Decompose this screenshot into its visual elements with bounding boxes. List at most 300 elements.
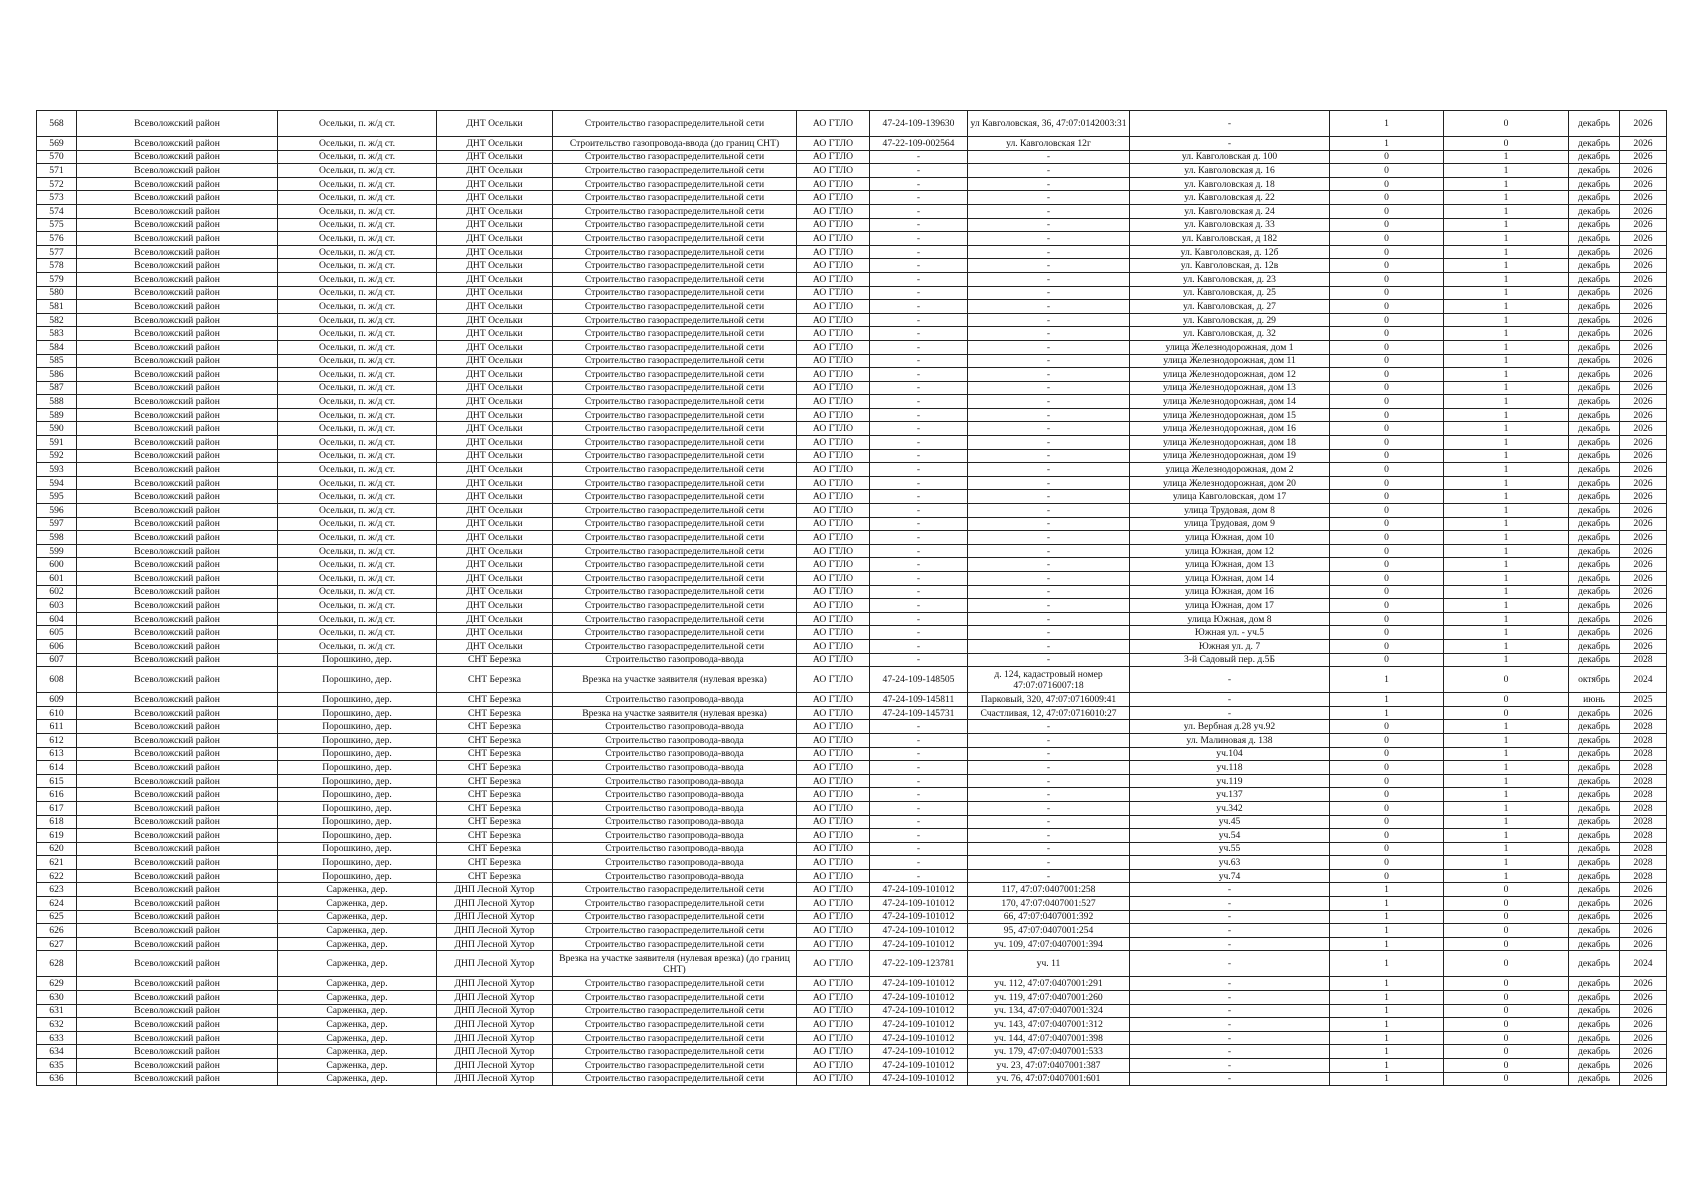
partnership-cell: СНТ Березка [437,869,553,883]
table-row [37,706,1667,720]
partnership-cell: ДНП Лесной Хутор [437,1031,553,1045]
work-type-cell: Строительство газораспределительной сети [553,544,797,558]
partnership-cell: ДНП Лесной Хутор [437,924,553,938]
street-address-cell: улица Железнодорожная, дом 11 [1130,354,1330,368]
partnership-cell: СНТ Березка [437,774,553,788]
table-row [37,245,1667,259]
count-a-cell: 0 [1330,720,1444,734]
row-number-cell: 600 [37,558,77,572]
table-row [37,991,1667,1005]
month-cell: декабрь [1569,842,1620,856]
year-cell: 2028 [1620,869,1667,883]
application-number-cell: - [870,191,968,205]
year-cell: 2028 [1620,842,1667,856]
application-number-cell: - [870,544,968,558]
count-b-cell: 1 [1444,815,1569,829]
settlement-cell: Осельки, п. ж/д ст. [278,245,437,259]
application-number-cell: - [870,218,968,232]
application-number-cell: - [870,626,968,640]
street-address-cell: уч.63 [1130,856,1330,870]
organization-cell: АО ГТЛО [797,599,870,613]
count-b-cell: 0 [1444,977,1569,991]
year-cell: 2026 [1620,585,1667,599]
settlement-cell: Осельки, п. ж/д ст. [278,612,437,626]
month-cell: декабрь [1569,897,1620,911]
table-row [37,313,1667,327]
work-type-cell: Строительство газораспределительной сети [553,991,797,1005]
row-number-cell: 620 [37,842,77,856]
count-b-cell: 1 [1444,327,1569,341]
month-cell: декабрь [1569,801,1620,815]
plot-address-cell: - [968,517,1130,531]
application-number-cell: - [870,232,968,246]
count-b-cell: 1 [1444,517,1569,531]
district-cell: Всеволожский район [77,801,278,815]
application-number-cell: 47-24-109-101012 [870,1045,968,1059]
month-cell: декабрь [1569,1059,1620,1073]
year-cell: 2026 [1620,286,1667,300]
work-type-cell: Строительство газопровода-ввода [553,761,797,775]
count-a-cell: 1 [1330,977,1444,991]
year-cell: 2026 [1620,937,1667,951]
row-number-cell: 608 [37,667,77,693]
organization-cell: АО ГТЛО [797,354,870,368]
year-cell: 2026 [1620,368,1667,382]
district-cell: Всеволожский район [77,572,278,586]
work-type-cell: Строительство газораспределительной сети [553,150,797,164]
table-row [37,1031,1667,1045]
year-cell: 2026 [1620,476,1667,490]
work-type-cell: Строительство газораспределительной сети [553,1059,797,1073]
plot-address-cell: - [968,504,1130,518]
count-b-cell: 1 [1444,774,1569,788]
street-address-cell: уч.118 [1130,761,1330,775]
plot-address-cell: - [968,381,1130,395]
organization-cell: АО ГТЛО [797,869,870,883]
month-cell: декабрь [1569,354,1620,368]
count-b-cell: 0 [1444,1045,1569,1059]
plot-address-cell: уч. 119, 47:07:0407001:260 [968,991,1130,1005]
partnership-cell: ДНП Лесной Хутор [437,951,553,977]
work-type-cell: Строительство газораспределительной сети [553,177,797,191]
count-a-cell: 0 [1330,599,1444,613]
district-cell: Всеволожский район [77,164,278,178]
count-b-cell: 0 [1444,1059,1569,1073]
organization-cell: АО ГТЛО [797,991,870,1005]
year-cell: 2026 [1620,1018,1667,1032]
month-cell: декабрь [1569,626,1620,640]
month-cell: декабрь [1569,991,1620,1005]
settlement-cell: Порошкино, дер. [278,829,437,843]
work-type-cell: Строительство газопровода-ввода [553,829,797,843]
year-cell: 2028 [1620,733,1667,747]
plot-address-cell: уч. 11 [968,951,1130,977]
count-a-cell: 1 [1330,910,1444,924]
year-cell: 2026 [1620,395,1667,409]
count-b-cell: 1 [1444,869,1569,883]
count-b-cell: 1 [1444,232,1569,246]
count-a-cell: 0 [1330,585,1444,599]
count-a-cell: 0 [1330,788,1444,802]
row-number-cell: 572 [37,177,77,191]
work-type-cell: Строительство газораспределительной сети [553,612,797,626]
year-cell: 2026 [1620,1045,1667,1059]
count-a-cell: 0 [1330,340,1444,354]
month-cell: декабрь [1569,706,1620,720]
district-cell: Всеволожский район [77,924,278,938]
count-a-cell: 0 [1330,733,1444,747]
table-row [37,436,1667,450]
table-row [37,340,1667,354]
row-number-cell: 609 [37,693,77,707]
table-row [37,599,1667,613]
count-a-cell: 1 [1330,111,1444,137]
month-cell: декабрь [1569,177,1620,191]
settlement-cell: Осельки, п. ж/д ст. [278,422,437,436]
row-number-cell: 636 [37,1072,77,1086]
table-row [37,733,1667,747]
application-number-cell: - [870,354,968,368]
table-row [37,720,1667,734]
settlement-cell: Осельки, п. ж/д ст. [278,490,437,504]
street-address-cell: - [1130,883,1330,897]
organization-cell: АО ГТЛО [797,191,870,205]
partnership-cell: ДНТ Осельки [437,408,553,422]
plot-address-cell: уч. 179, 47:07:0407001:533 [968,1045,1130,1059]
street-address-cell: ул. Кавголовская, д. 27 [1130,300,1330,314]
application-number-cell: - [870,463,968,477]
plot-address-cell: - [968,815,1130,829]
row-number-cell: 596 [37,504,77,518]
organization-cell: АО ГТЛО [797,558,870,572]
year-cell: 2024 [1620,951,1667,977]
row-number-cell: 589 [37,408,77,422]
work-type-cell: Строительство газораспределительной сети [553,1045,797,1059]
partnership-cell: ДНП Лесной Хутор [437,910,553,924]
work-type-cell: Строительство газораспределительной сети [553,245,797,259]
settlement-cell: Осельки, п. ж/д ст. [278,191,437,205]
district-cell: Всеволожский район [77,733,278,747]
partnership-cell: ДНТ Осельки [437,340,553,354]
month-cell: декабрь [1569,436,1620,450]
plot-address-cell: - [968,449,1130,463]
settlement-cell: Осельки, п. ж/д ст. [278,476,437,490]
organization-cell: АО ГТЛО [797,842,870,856]
row-number-cell: 570 [37,150,77,164]
settlement-cell: Осельки, п. ж/д ст. [278,517,437,531]
year-cell: 2026 [1620,137,1667,151]
partnership-cell: ДНТ Осельки [437,191,553,205]
count-b-cell: 1 [1444,340,1569,354]
district-cell: Всеволожский район [77,150,278,164]
year-cell: 2026 [1620,436,1667,450]
count-b-cell: 1 [1444,558,1569,572]
count-b-cell: 0 [1444,910,1569,924]
count-a-cell: 0 [1330,774,1444,788]
street-address-cell: уч.45 [1130,815,1330,829]
work-type-cell: Строительство газораспределительной сети [553,463,797,477]
partnership-cell: ДНТ Осельки [437,111,553,137]
table-row [37,667,1667,693]
organization-cell: АО ГТЛО [797,327,870,341]
district-cell: Всеволожский район [77,327,278,341]
plot-address-cell: ул Кавголовская, 36, 47:07:0142003:31 [968,111,1130,137]
row-number-cell: 595 [37,490,77,504]
plot-address-cell: - [968,626,1130,640]
count-a-cell: 0 [1330,747,1444,761]
row-number-cell: 632 [37,1018,77,1032]
year-cell: 2028 [1620,720,1667,734]
month-cell: декабрь [1569,517,1620,531]
row-number-cell: 573 [37,191,77,205]
table-row [37,801,1667,815]
row-number-cell: 578 [37,259,77,273]
plot-address-cell: - [968,259,1130,273]
settlement-cell: Осельки, п. ж/д ст. [278,313,437,327]
organization-cell: АО ГТЛО [797,585,870,599]
street-address-cell: ул. Кавголовская д. 18 [1130,177,1330,191]
partnership-cell: СНТ Березка [437,829,553,843]
settlement-cell: Осельки, п. ж/д ст. [278,504,437,518]
street-address-cell: улица Железнодорожная, дом 20 [1130,476,1330,490]
settlement-cell: Осельки, п. ж/д ст. [278,639,437,653]
application-number-cell: - [870,815,968,829]
settlement-cell: Порошкино, дер. [278,774,437,788]
year-cell: 2028 [1620,815,1667,829]
settlement-cell: Сарженка, дер. [278,1018,437,1032]
table-row [37,653,1667,667]
count-b-cell: 0 [1444,1031,1569,1045]
year-cell: 2026 [1620,150,1667,164]
count-b-cell: 1 [1444,368,1569,382]
application-number-cell: 47-22-109-002564 [870,137,968,151]
street-address-cell: - [1130,137,1330,151]
month-cell: декабрь [1569,245,1620,259]
organization-cell: АО ГТЛО [797,436,870,450]
district-cell: Всеволожский район [77,517,278,531]
plot-address-cell: - [968,232,1130,246]
table-row [37,558,1667,572]
plot-address-cell: - [968,585,1130,599]
table-row [37,774,1667,788]
partnership-cell: ДНТ Осельки [437,504,553,518]
district-cell: Всеволожский район [77,667,278,693]
year-cell: 2026 [1620,354,1667,368]
settlement-cell: Сарженка, дер. [278,1045,437,1059]
work-type-cell: Строительство газораспределительной сети [553,937,797,951]
plot-address-cell: - [968,788,1130,802]
street-address-cell: - [1130,1004,1330,1018]
organization-cell: АО ГТЛО [797,449,870,463]
row-number-cell: 587 [37,381,77,395]
street-address-cell: уч.104 [1130,747,1330,761]
month-cell: декабрь [1569,977,1620,991]
district-cell: Всеволожский район [77,693,278,707]
year-cell: 2026 [1620,218,1667,232]
street-address-cell: - [1130,924,1330,938]
work-type-cell: Строительство газопровода-ввода [553,733,797,747]
plot-address-cell: - [968,490,1130,504]
partnership-cell: СНТ Березка [437,653,553,667]
count-a-cell: 0 [1330,504,1444,518]
organization-cell: АО ГТЛО [797,897,870,911]
table-row [37,951,1667,977]
count-a-cell: 0 [1330,408,1444,422]
street-address-cell: - [1130,1059,1330,1073]
application-number-cell: - [870,327,968,341]
street-address-cell: уч.54 [1130,829,1330,843]
table-row [37,977,1667,991]
year-cell: 2026 [1620,626,1667,640]
street-address-cell: улица Железнодорожная, дом 12 [1130,368,1330,382]
count-a-cell: 0 [1330,259,1444,273]
application-number-cell: - [870,720,968,734]
plot-address-cell: - [968,612,1130,626]
settlement-cell: Сарженка, дер. [278,991,437,1005]
street-address-cell: улица Железнодорожная, дом 13 [1130,381,1330,395]
table-row [37,137,1667,151]
table-row [37,1045,1667,1059]
count-a-cell: 0 [1330,164,1444,178]
district-cell: Всеволожский район [77,232,278,246]
street-address-cell: ул. Кавголовская, д. 23 [1130,272,1330,286]
partnership-cell: ДНТ Осельки [437,517,553,531]
application-number-cell: - [870,761,968,775]
partnership-cell: СНТ Березка [437,667,553,693]
partnership-cell: ДНТ Осельки [437,381,553,395]
year-cell: 2028 [1620,774,1667,788]
count-a-cell: 0 [1330,490,1444,504]
application-number-cell: - [870,531,968,545]
month-cell: декабрь [1569,856,1620,870]
month-cell: декабрь [1569,815,1620,829]
month-cell: декабрь [1569,788,1620,802]
settlement-cell: Сарженка, дер. [278,924,437,938]
partnership-cell: СНТ Березка [437,856,553,870]
month-cell: декабрь [1569,599,1620,613]
count-a-cell: 0 [1330,558,1444,572]
settlement-cell: Порошкино, дер. [278,733,437,747]
settlement-cell: Сарженка, дер. [278,883,437,897]
work-type-cell: Строительство газораспределительной сети [553,164,797,178]
count-b-cell: 1 [1444,653,1569,667]
count-b-cell: 1 [1444,245,1569,259]
settlement-cell: Сарженка, дер. [278,1059,437,1073]
district-cell: Всеволожский район [77,897,278,911]
organization-cell: АО ГТЛО [797,232,870,246]
work-type-cell: Строительство газопровода-ввода [553,815,797,829]
street-address-cell: улица Южная, дом 12 [1130,544,1330,558]
partnership-cell: ДНТ Осельки [437,626,553,640]
organization-cell: АО ГТЛО [797,626,870,640]
application-number-cell: 47-24-109-101012 [870,1018,968,1032]
application-number-cell: - [870,150,968,164]
district-cell: Всеволожский район [77,395,278,409]
month-cell: декабрь [1569,1004,1620,1018]
plot-address-cell: - [968,653,1130,667]
table-row [37,626,1667,640]
count-b-cell: 1 [1444,204,1569,218]
organization-cell: АО ГТЛО [797,1072,870,1086]
district-cell: Всеволожский район [77,869,278,883]
application-number-cell: 47-24-109-101012 [870,910,968,924]
work-type-cell: Врезка на участке заявителя (нулевая врезка) [553,667,797,693]
count-a-cell: 0 [1330,572,1444,586]
year-cell: 2026 [1620,977,1667,991]
partnership-cell: ДНТ Осельки [437,286,553,300]
partnership-cell: ДНТ Осельки [437,612,553,626]
year-cell: 2026 [1620,531,1667,545]
row-number-cell: 577 [37,245,77,259]
count-a-cell: 0 [1330,218,1444,232]
table-row [37,572,1667,586]
settlement-cell: Порошкино, дер. [278,653,437,667]
count-a-cell: 0 [1330,639,1444,653]
table-row [37,300,1667,314]
settlement-cell: Осельки, п. ж/д ст. [278,272,437,286]
work-type-cell: Строительство газораспределительной сети [553,381,797,395]
row-number-cell: 610 [37,706,77,720]
work-type-cell: Строительство газораспределительной сети [553,476,797,490]
month-cell: декабрь [1569,531,1620,545]
work-type-cell: Строительство газораспределительной сети [553,191,797,205]
count-b-cell: 1 [1444,354,1569,368]
row-number-cell: 598 [37,531,77,545]
month-cell: июнь [1569,693,1620,707]
street-address-cell: - [1130,1018,1330,1032]
count-b-cell: 1 [1444,476,1569,490]
plot-address-cell: - [968,572,1130,586]
district-cell: Всеволожский район [77,815,278,829]
district-cell: Всеволожский район [77,1031,278,1045]
application-number-cell: 47-24-109-101012 [870,1059,968,1073]
street-address-cell: - [1130,111,1330,137]
settlement-cell: Сарженка, дер. [278,1031,437,1045]
year-cell: 2026 [1620,924,1667,938]
work-type-cell: Строительство газораспределительной сети [553,1018,797,1032]
table-row [37,449,1667,463]
row-number-cell: 619 [37,829,77,843]
month-cell: декабрь [1569,747,1620,761]
application-number-cell: - [870,490,968,504]
plot-address-cell: - [968,856,1130,870]
organization-cell: АО ГТЛО [797,653,870,667]
street-address-cell: улица Трудовая, дом 8 [1130,504,1330,518]
settlement-cell: Порошкино, дер. [278,815,437,829]
partnership-cell: ДНП Лесной Хутор [437,937,553,951]
street-address-cell: улица Южная, дом 16 [1130,585,1330,599]
table-body [37,111,1667,1086]
settlement-cell: Осельки, п. ж/д ст. [278,599,437,613]
settlement-cell: Осельки, п. ж/д ст. [278,626,437,640]
district-cell: Всеволожский район [77,639,278,653]
street-address-cell: ул. Вербная д.28 уч.92 [1130,720,1330,734]
district-cell: Всеволожский район [77,286,278,300]
month-cell: декабрь [1569,558,1620,572]
count-a-cell: 0 [1330,245,1444,259]
count-a-cell: 0 [1330,395,1444,409]
row-number-cell: 601 [37,572,77,586]
year-cell: 2028 [1620,856,1667,870]
plot-address-cell: д. 124, кадастровый номер 47:07:0716007:18 [968,667,1130,693]
settlement-cell: Осельки, п. ж/д ст. [278,572,437,586]
month-cell: декабрь [1569,733,1620,747]
settlement-cell: Осельки, п. ж/д ст. [278,340,437,354]
month-cell: декабрь [1569,774,1620,788]
district-cell: Всеволожский район [77,177,278,191]
partnership-cell: ДНТ Осельки [437,395,553,409]
count-b-cell: 1 [1444,639,1569,653]
